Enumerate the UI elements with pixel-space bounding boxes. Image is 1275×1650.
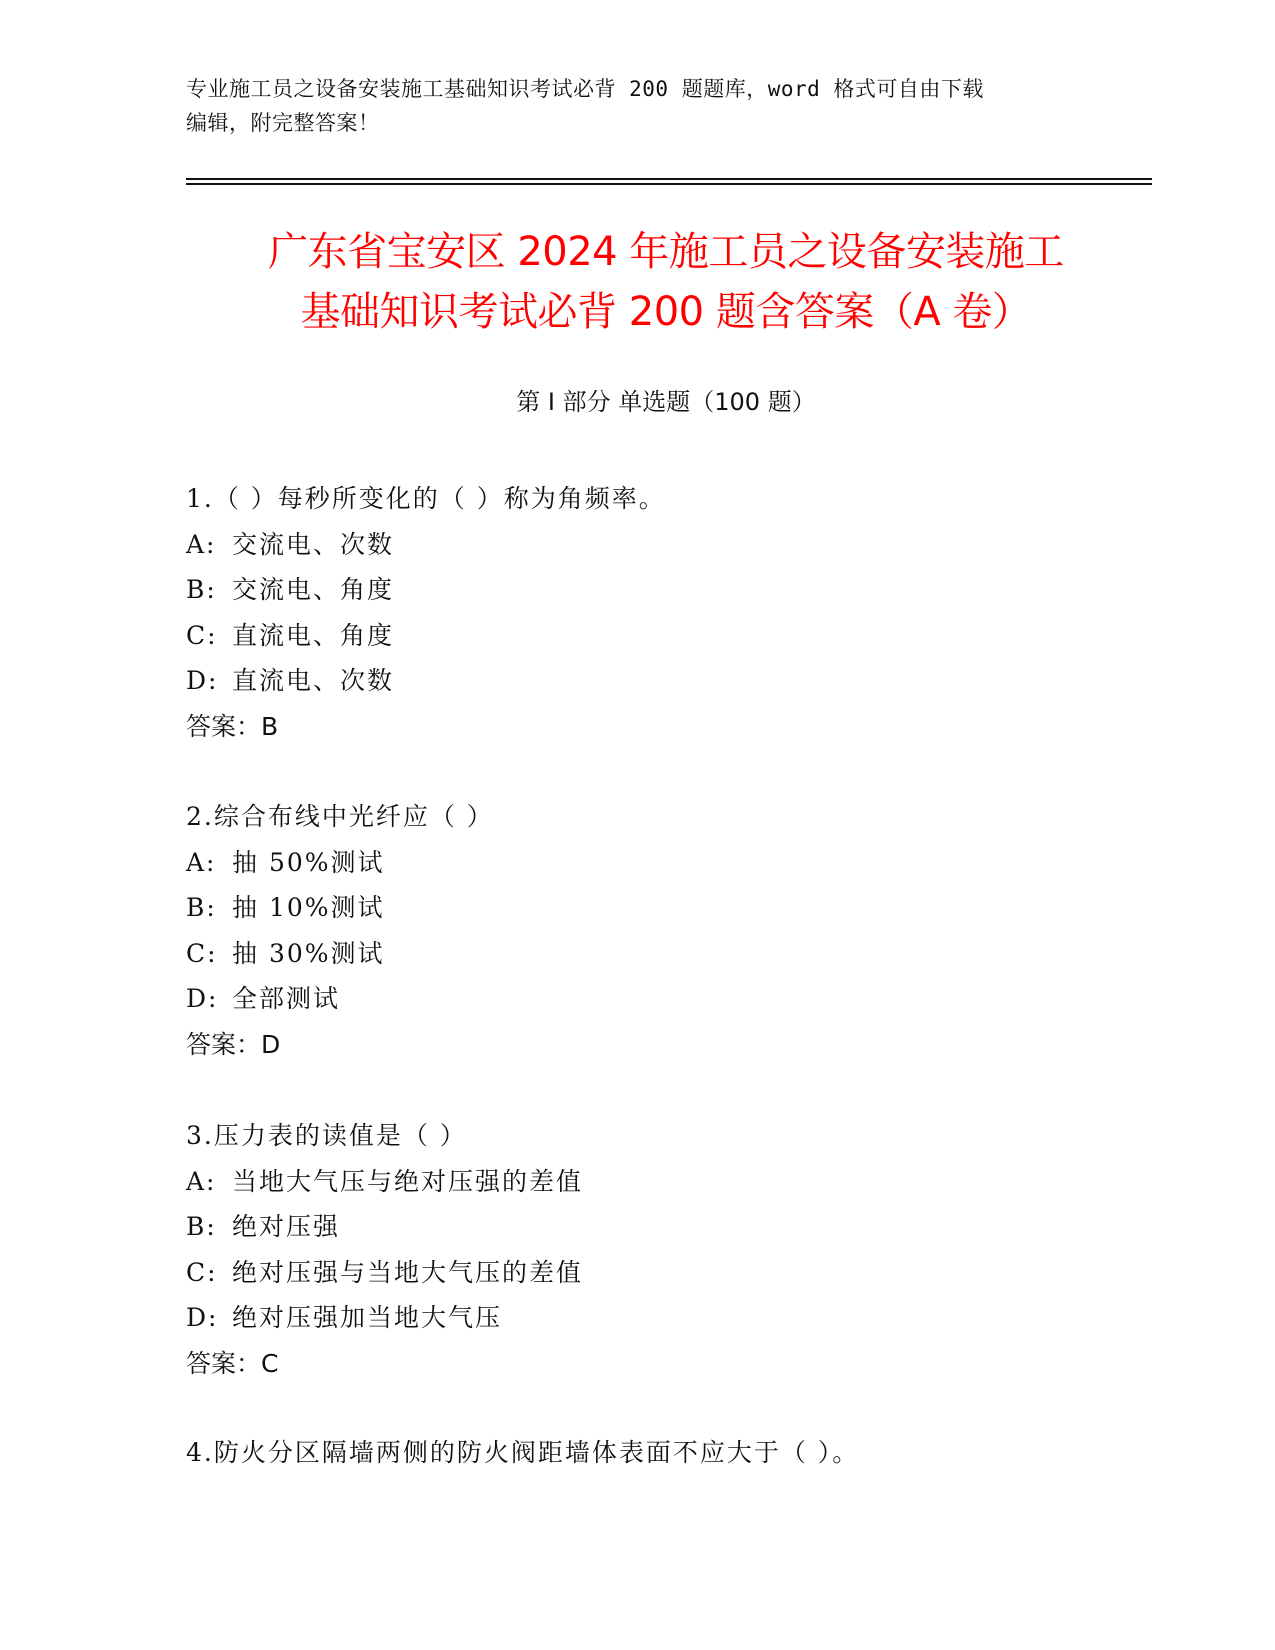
- option-d: [186, 1295, 1146, 1341]
- document-title: [186, 222, 1146, 342]
- section-heading: 第 I 部分 单选题（100 题）: [516, 388, 816, 416]
- option-letter: A:: [186, 1166, 217, 1196]
- option-b: [186, 567, 1146, 613]
- option-text: 抽 10%测试: [232, 893, 385, 922]
- answer-label: 答案：: [186, 711, 262, 741]
- option-a: [186, 1159, 1146, 1205]
- option-text: 抽 30%测试: [232, 938, 385, 968]
- option-a: [186, 522, 1146, 568]
- answer-value: C: [261, 1348, 279, 1378]
- option-letter: C:: [186, 938, 218, 968]
- question-stem: 4.防火分区隔墙两侧的防火阀距墙体表面不应大于（ ）。: [186, 1438, 860, 1467]
- option-text: 绝对压强: [232, 1212, 341, 1241]
- option-letter: C:: [186, 620, 218, 650]
- option-text: 抽 50%测试: [232, 847, 385, 877]
- document-title-line-1: 广东省宝安区 2024 年施工员之设备安装施工: [268, 229, 1064, 275]
- option-d: [186, 658, 1146, 704]
- option-d: [186, 976, 1146, 1022]
- option-text: 绝对压强加当地大气压: [232, 1303, 503, 1332]
- option-text: 交流电、次数: [232, 529, 395, 559]
- question-1: [186, 476, 1146, 749]
- option-text: 当地大气压与绝对压强的差值: [232, 1166, 584, 1196]
- document-title-line-2: 基础知识考试必背 200 题含答案（A 卷）: [300, 289, 1032, 335]
- option-letter: A:: [186, 529, 217, 559]
- option-letter: D:: [186, 1303, 219, 1332]
- option-letter: B:: [186, 893, 217, 922]
- answer-line: [186, 1341, 1146, 1387]
- option-b: [186, 1204, 1146, 1250]
- option-text: 直流电、次数: [232, 666, 395, 695]
- question-stem: 1.（ ）每秒所变化的（ ）称为角频率。: [186, 484, 666, 513]
- option-c: [186, 1250, 1146, 1296]
- header-divider-bottom: [186, 183, 1152, 185]
- option-text: 直流电、角度: [232, 620, 395, 650]
- option-letter: D:: [186, 984, 219, 1013]
- option-a: [186, 840, 1146, 886]
- header-note-line-2: 编辑，附完整答案！: [186, 111, 380, 135]
- answer-label: 答案：: [186, 1029, 262, 1059]
- question-4: [186, 1430, 1146, 1476]
- header-note: [186, 72, 1066, 140]
- header-note-line-1: 专业施工员之设备安装施工基础知识考试必背 200 题题库，word 格式可自由下载: [186, 77, 984, 101]
- option-letter: B:: [186, 575, 217, 604]
- option-c: [186, 931, 1146, 977]
- option-letter: A:: [186, 847, 217, 877]
- question-2: [186, 794, 1146, 1067]
- option-c: [186, 613, 1146, 659]
- option-text: 交流电、角度: [232, 575, 395, 604]
- option-letter: D:: [186, 666, 219, 695]
- question-stem: 2.综合布线中光纤应（ ）: [186, 802, 494, 831]
- option-letter: C:: [186, 1257, 218, 1287]
- question-stem: 3.压力表的读值是（ ）: [186, 1121, 467, 1150]
- header-divider-top: [186, 178, 1152, 180]
- answer-label: 答案：: [186, 1348, 262, 1378]
- question-3: [186, 1113, 1146, 1386]
- option-text: 全部测试: [232, 984, 341, 1013]
- option-text: 绝对压强与当地大气压的差值: [232, 1257, 584, 1287]
- answer-line: [186, 704, 1146, 750]
- answer-line: [186, 1022, 1146, 1068]
- answer-value: D: [261, 1029, 281, 1059]
- option-b: [186, 885, 1146, 931]
- answer-value: B: [261, 711, 279, 741]
- option-letter: B:: [186, 1212, 217, 1241]
